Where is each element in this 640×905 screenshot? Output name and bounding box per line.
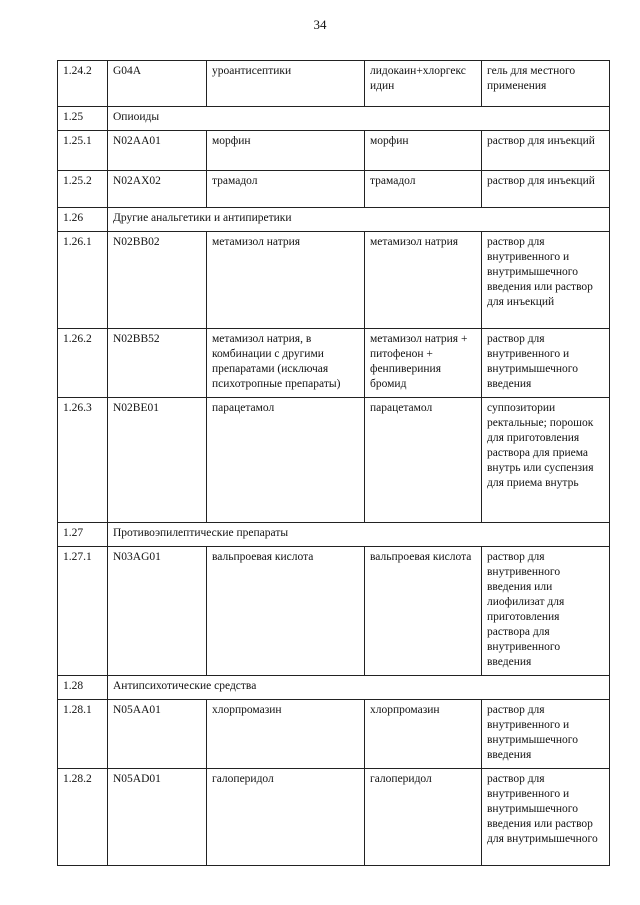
table-row (58, 547, 610, 676)
dosage-form-cell: раствор для внутривенного введения или лиофилизат для приготовления раствора для внутривенного введения (482, 547, 610, 676)
inn-name-cell: вальпроевая кислота (365, 547, 482, 676)
drug-group-cell: метамизол натрия, в комбинации с другими препаратами (исключая психотропные препараты) (207, 329, 365, 398)
dosage-form-cell: раствор для инъекций (482, 171, 610, 208)
item-number-cell: 1.27.1 (58, 547, 108, 676)
dosage-form-cell: раствор для внутривенного и внутримышечного введения или раствор для внутримышечного (482, 769, 610, 866)
dosage-form-cell: раствор для инъекций (482, 131, 610, 171)
table-row (58, 329, 610, 398)
section-number-cell: 1.25 (58, 107, 108, 131)
dosage-form-cell: суппозитории ректальные; порошок для приготовления раствора для приема внутрь или суспензия для приема внутрь (482, 398, 610, 523)
item-number-cell: 1.28.1 (58, 700, 108, 769)
section-title-cell: Другие анальгетики и антипиретики (108, 208, 610, 232)
drug-group-cell: парацетамол (207, 398, 365, 523)
item-number-cell: 1.24.2 (58, 61, 108, 107)
section-row (58, 523, 610, 547)
dosage-form-cell: раствор для внутривенного и внутримышечного введения (482, 700, 610, 769)
atc-code-cell: N05AD01 (108, 769, 207, 866)
inn-name-cell: метамизол натрия (365, 232, 482, 329)
dosage-form-cell: раствор для внутривенного и внутримышечного введения (482, 329, 610, 398)
inn-name-cell: метамизол натрия + питофенон + фенпивериния бромид (365, 329, 482, 398)
section-title-cell: Антипсихотические средства (108, 676, 610, 700)
drug-group-cell: трамадол (207, 171, 365, 208)
drug-table (57, 60, 610, 866)
item-number-cell: 1.28.2 (58, 769, 108, 866)
dosage-form-cell: гель для местного применения (482, 61, 610, 107)
atc-code-cell: G04A (108, 61, 207, 107)
table-row (58, 700, 610, 769)
item-number-cell: 1.25.2 (58, 171, 108, 208)
drug-group-cell: уроантисептики (207, 61, 365, 107)
table-body (58, 61, 610, 866)
atc-code-cell: N02AA01 (108, 131, 207, 171)
table-row (58, 61, 610, 107)
section-row (58, 208, 610, 232)
atc-code-cell: N02BE01 (108, 398, 207, 523)
item-number-cell: 1.25.1 (58, 131, 108, 171)
inn-name-cell: лидокаин+хлоргекс идин (365, 61, 482, 107)
atc-code-cell: N03AG01 (108, 547, 207, 676)
inn-name-cell: трамадол (365, 171, 482, 208)
drug-group-cell: хлорпромазин (207, 700, 365, 769)
drug-group-cell: метамизол натрия (207, 232, 365, 329)
item-number-cell: 1.26.2 (58, 329, 108, 398)
atc-code-cell: N02BB02 (108, 232, 207, 329)
section-number-cell: 1.27 (58, 523, 108, 547)
inn-name-cell: парацетамол (365, 398, 482, 523)
inn-name-cell: хлорпромазин (365, 700, 482, 769)
table-row (58, 131, 610, 171)
section-number-cell: 1.26 (58, 208, 108, 232)
drug-group-cell: вальпроевая кислота (207, 547, 365, 676)
section-title-cell: Противоэпилептические препараты (108, 523, 610, 547)
table-row (58, 171, 610, 208)
table-row (58, 398, 610, 523)
table-row (58, 232, 610, 329)
section-row (58, 676, 610, 700)
atc-code-cell: N05AA01 (108, 700, 207, 769)
atc-code-cell: N02BB52 (108, 329, 207, 398)
section-row (58, 107, 610, 131)
inn-name-cell: морфин (365, 131, 482, 171)
item-number-cell: 1.26.1 (58, 232, 108, 329)
dosage-form-cell: раствор для внутривенного и внутримышечного введения или раствор для инъекций (482, 232, 610, 329)
section-title-cell: Опиоиды (108, 107, 610, 131)
atc-code-cell: N02AX02 (108, 171, 207, 208)
drug-group-cell: галоперидол (207, 769, 365, 866)
item-number-cell: 1.26.3 (58, 398, 108, 523)
page-number: 34 (313, 17, 327, 32)
inn-name-cell: галоперидол (365, 769, 482, 866)
section-number-cell: 1.28 (58, 676, 108, 700)
table-row (58, 769, 610, 866)
drug-group-cell: морфин (207, 131, 365, 171)
